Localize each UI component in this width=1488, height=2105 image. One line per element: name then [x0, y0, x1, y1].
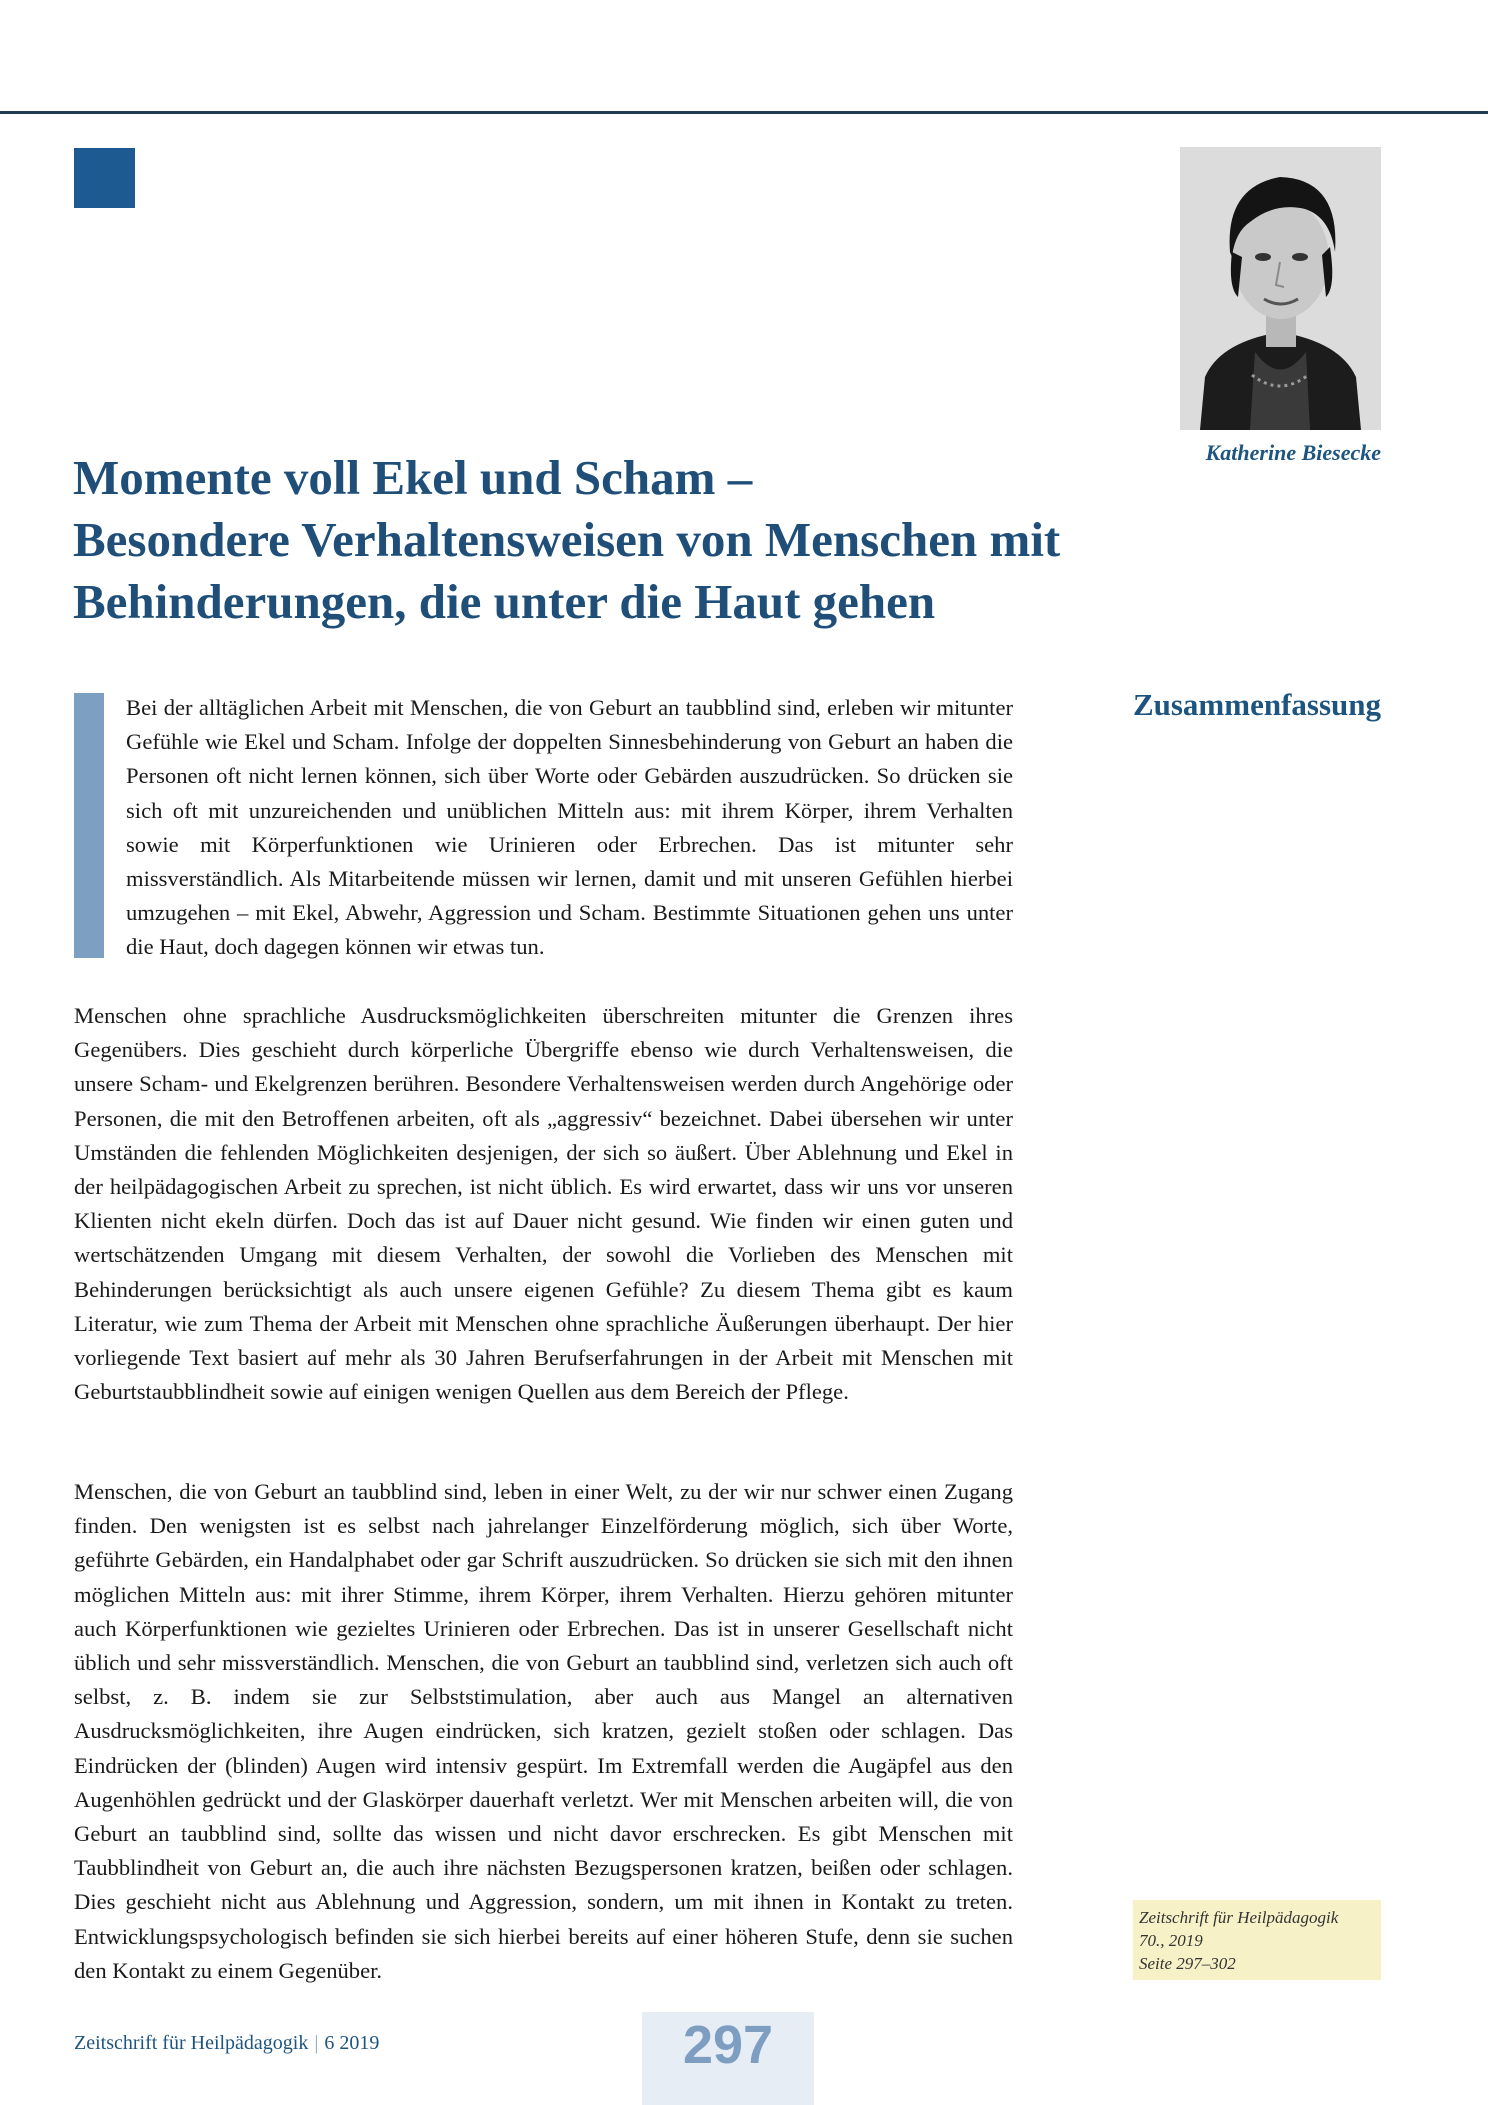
article-title — [73, 447, 1113, 633]
page-number: 297 — [682, 2015, 774, 2075]
body-paragraph-1: Menschen ohne sprachliche Ausdrucksmöglichkeiten überschreiten mitunter die Grenzen ihres Gegenübers. Dies geschieht durch körperliche Übergriffe ebenso wie durch Verhaltensweisen, die unsere Scham- und Ekelgrenzen berühren. Besondere Verhaltensweisen werden durch Angehörige oder Personen, die mit den Betroffenen arbeiten, oft als „aggressiv“ bezeichnet. Dabei übersehen wir unter Umständen die fehlenden Möglichkeiten desjenigen, der sich so äußert. Über Ablehnung und Ekel in der heilpädagogischen Arbeit zu sprechen, ist nicht üblich. Es wird erwartet, dass wir uns vor unseren Klienten nicht ekeln dürfen. Doch das ist auf Dauer nicht gesund. Wie finden wir einen guten und wertschätzenden Umgang mit diesem Verhalten, der sowohl die Vorlieben des Menschen mit Behinderungen berücksichtigt als auch unsere eigenen Gefühle? Zu diesem Thema gibt es kaum Literatur, wie zum Thema der Arbeit mit Menschen ohne sprachliche Äußerungen überhaupt. Der hier vorliegende Text basiert auf mehr als 30 Jahren Berufserfahrungen in der Arbeit mit Menschen mit Geburtstaubblindheit sowie auf einigen wenigen Quellen aus dem Bereich der Pflege. — [74, 1003, 1013, 1405]
author-photo — [1180, 147, 1381, 430]
body-paragraph-2: Menschen, die von Geburt an taubblind sind, leben in einer Welt, zu der wir nur schwer einen Zugang finden. Den wenigsten ist es selbst nach jahrelanger Einzelförderung möglich, sich über Worte, geführte Gebärden, ein Handalphabet oder gar Schrift auszudrücken. So drücken sie sich mit den ihnen möglichen Mitteln aus: mit ihrer Stimme, ihrem Körper, ihrem Verhalten. Hierzu gehören mitunter auch Körperfunktionen wie gezieltes Urinieren oder Erbrechen. Das ist in unserer Gesellschaft nicht üblich und sehr missverständlich. Menschen, die von Geburt an taubblind sind, verletzen sich auch oft selbst, z. B. indem sie zur Selbststimulation, aber auch aus Mangel an alternativen Ausdrucksmöglichkeiten, ihre Augen eindrücken, sich kratzen, gezielt stoßen oder schlagen. Das Eindrücken der (blinden) Augen wird intensiv gespürt. Im Extremfall werden die Augäpfel aus den Augenhöhlen gedrückt und der Glaskörper dauerhaft verletzt. Wer mit Menschen arbeiten will, die von Geburt an taubblind sind, sollte das wissen und nicht davor erschrecken. Es gibt Menschen mit Taubblindheit von Geburt an, die auch ihre nächsten Bezugspersonen kratzen, beißen oder schlagen. Dies geschieht nicht aus Ablehnung und Aggression, sondern, um mit ihnen in Kontakt zu treten. Entwicklungspsychologisch befinden sie sich hierbei bereits auf einer höheren Stufe, denn sie suchen den Kontakt zu einem Gegenüber. — [74, 1479, 1013, 1983]
title-line-2: Besondere Verhaltensweisen von Menschen mit — [73, 512, 1061, 567]
citation-box — [1133, 1900, 1381, 1980]
footer-journal — [74, 2032, 379, 2055]
title-line-1: Momente voll Ekel und Scham – — [73, 450, 753, 505]
top-rule — [0, 111, 1488, 114]
abstract-text: Bei der alltäglichen Arbeit mit Menschen, die von Geburt an taubblind sind, erleben wir mitunter Gefühle wie Ekel und Scham. Infolge der doppelten Sinnesbehinderung von Geburt an haben die Personen oft nicht lernen können, sich über Worte oder Gebärden auszudrücken. So drücken sie sich oft mit unzureichenden und unüblichen Mitteln aus: mit ihrem Körper, ihrem Verhalten sowie mit Körperfunktionen wie Urinieren oder Erbrechen. Das ist mitunter sehr missverständlich. Als Mitarbeitende müssen wir lernen, damit und mit unseren Gefühlen hierbei umzugehen – mit Ekel, Abwehr, Aggression und Scham. Bestimmte Situationen gehen uns unter die Haut, doch dagegen können wir etwas tun. — [126, 695, 1013, 960]
citation-volume: 70., 2019 — [1139, 1931, 1203, 1950]
portrait-illustration — [1180, 147, 1381, 430]
author-name: Katherine Biesecke — [1205, 440, 1381, 465]
title-line-3: Behinderungen, die unter die Haut gehen — [73, 574, 936, 629]
citation-pages: Seite 297–302 — [1139, 1954, 1236, 1973]
abstract-bar — [74, 693, 104, 958]
citation-journal: Zeitschrift für Heilpädagogik — [1139, 1908, 1339, 1927]
abstract-heading: Zusammenfassung — [1132, 687, 1381, 722]
footer-issue: 6 2019 — [324, 2032, 380, 2054]
footer-separator: | — [314, 2032, 319, 2054]
section-marker — [74, 148, 135, 208]
footer-journal-name: Zeitschrift für Heilpädagogik — [74, 2032, 309, 2054]
